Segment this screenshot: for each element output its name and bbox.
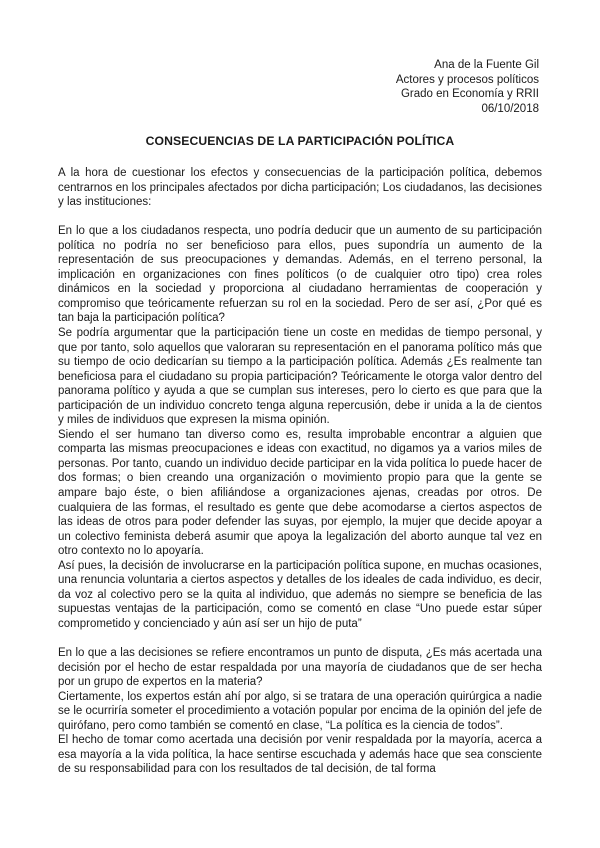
paragraph-participation-cost: Se podría argumentar que la participación tiene un coste en medidas de tiempo personal, y que por tanto, solo aquellos que valoraran su representación en el panorama político más que su tiempo de ocio dedicarían su tiempo a la participación política. Además ¿Es realmente tan beneficiosa para el ciudadano su propia participación? Teóricamente le otorga valor dentro del panorama político y ayuda a que se cumplan sus intereses, pero lo cierto es que para que la participación de un individuo concreto tenga alguna repercusión, debe ir unida a la de cientos y miles de individuos que expresen la misma opinión. bbox=[58, 327, 542, 427]
document-title: CONSECUENCIAS DE LA PARTICIPACIÓN POLÍTICA bbox=[145, 134, 455, 148]
document-body bbox=[58, 166, 542, 777]
paragraph-decisions: En lo que a las decisiones se refiere encontramos un punto de disputa, ¿Es más acertada una decisión por el hecho de estar respaldada por una mayoría de ciudadanos que de ser hecha por un grupo de expertos en la materia? bbox=[58, 647, 542, 689]
paragraph-intro: A la hora de cuestionar los efectos y consecuencias de la participación política, debemos centrarnos en los principales afectados por dicha participación; Los ciudadanos, las decisiones y las instituciones: bbox=[58, 167, 542, 209]
author-name: Ana de la Fuente Gil bbox=[434, 59, 539, 71]
degree-name: Grado en Economía y RRII bbox=[400, 88, 539, 100]
paragraph-citizens: En lo que a los ciudadanos respecta, uno podría deducir que un aumento de su participación política no podría no ser beneficioso para ellos, pues supondría un aumento de la representación de sus preocupaciones y demandas. Además, en el terreno personal, la implicación en organizaciones con fines políticos (o de cualquier otro tipo) crea roles dinámicos en la sociedad y proporciona al ciudadano herramientas de cooperación y compromiso que teóricamente refuerzan su rol en la sociedad. Pero de ser así, ¿Por qué es tan baja la participación política? bbox=[58, 225, 542, 325]
paragraph-diversity: Siendo el ser humano tan diverso como es, resulta improbable encontrar a alguien que comparta las mismas preocupaciones e ideas con exactitud, no digamos ya a varios miles de personas. Por tanto, cuando un individuo decide participar en la vida política lo puede hacer de dos formas; o bien creando una organización o movimiento propio para que la gente se ampare bajo éste, o bien afiliándose a organizaciones ajenas, creadas por otros. De cualquiera de las formas, el resultado es gente que debe acomodarse a ciertos aspectos de las ideas de otros para poder defender las suyas, por ejemplo, la mujer que decide apoyar a un colectivo feminista deberá asumir que apoya la legalización del aborto aunque tal vez en otro contexto no lo apoyaría. bbox=[58, 428, 542, 558]
course-name: Actores y procesos políticos bbox=[395, 73, 539, 86]
document-header bbox=[58, 58, 539, 116]
document-date: 06/10/2018 bbox=[481, 102, 539, 115]
paragraph-renunciation: Así pues, la decisión de involucrarse en la participación política supone, en muchas ocasiones, una renuncia voluntaria a ciertos aspectos y detalles de los ideales de cada individuo, es decir, da voz al colectivo pero se la quita al individuo, que además no siempre se beneficia de las supuestas ventajas de la participación, como se comentó en clase “Uno puede estar súper comprometido y concienciado y aún así ser un hijo de puta” bbox=[58, 559, 542, 630]
paragraph-experts: Ciertamente, los expertos están ahí por algo, si se tratara de una operación quirúrgica a nadie se le ocurriría someter el procedimiento a votación popular por encima de la opinión del jefe de quirófano, pero como también se comentó en clase, “La política es la ciencia de todos”. bbox=[58, 690, 542, 732]
paragraph-majority: El hecho de tomar como acertada una decisión por venir respaldada por la mayoría, acerca a esa mayoría a la vida política, la hace sentirse escuchada y además hace que sea consciente de su responsabilidad para con los resultados de tal decisión, de tal forma bbox=[58, 734, 542, 776]
